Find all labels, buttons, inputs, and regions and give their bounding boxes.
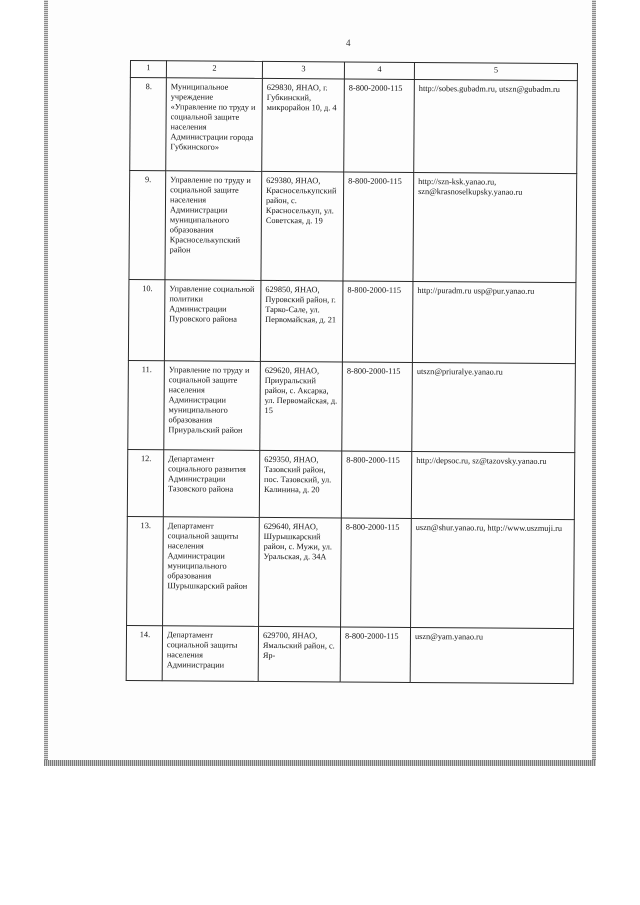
- hotline-phone: 8-800-2000-115: [342, 362, 413, 451]
- table-row: [128, 279, 576, 363]
- row-number: 8.: [130, 78, 167, 171]
- row-number: 10.: [128, 279, 165, 360]
- website-email: uszn@shur.yanao.ru, http://www.uszmuji.ru: [411, 518, 575, 628]
- hotline-phone: 8-800-2000-115: [344, 79, 415, 172]
- website-email: http://puradm.ru usp@pur.yanao.ru: [412, 281, 576, 363]
- row-number: 14.: [126, 625, 162, 680]
- hotline-phone: 8-800-2000-115: [341, 518, 412, 627]
- website-email: http://sobes.gubadm.ru, utszn@gubadm.ru: [414, 79, 578, 173]
- table-row: [126, 625, 573, 683]
- organization-name: Департамент социальной защиты населения Администрации муниципального образования Шурышкарский район: [163, 517, 260, 627]
- column-header: 3: [262, 61, 344, 79]
- row-number: 9.: [129, 171, 166, 280]
- table-row: [127, 449, 574, 519]
- row-number: 11.: [128, 360, 165, 449]
- table-row: [130, 78, 578, 174]
- organization-name: Департамент социальной защиты населения Администрации: [162, 626, 258, 682]
- organization-address: 629640, ЯНАО, Шурышкарский район, с. Мужи, ул. Уральская, д. 34А: [259, 517, 342, 627]
- hotline-phone: 8-800-2000-115: [343, 172, 414, 281]
- organization-address: 629380, ЯНАО, Красноселькупский район, с. Красноселькуп, ул. Советская, д. 19: [261, 171, 344, 281]
- organization-address: 629850, ЯНАО, Пуровский район, г. Тарко-Сале, ул. Первомайская, д. 21: [260, 280, 343, 362]
- organization-name: Управление по труду и социальной защите населения Администрации муниципального образования Приуральский район: [164, 361, 261, 451]
- hotline-phone: 8-800-2000-115: [341, 451, 411, 518]
- website-email: http://depsoc.ru, sz@tazovsky.yanao.ru: [411, 451, 574, 519]
- registry-table: [126, 60, 578, 684]
- table-row: [129, 171, 577, 283]
- column-header: 2: [166, 61, 262, 79]
- website-email: http://szn-ksk.yanao.ru, szn@krasnoselkupsky.yanao.ru: [413, 172, 577, 282]
- organization-name: Управление по труду и социальной защите населения Администрации муниципального образования Красноселькупский район: [165, 171, 262, 281]
- column-header: 1: [130, 61, 166, 78]
- page-number: 4: [346, 38, 351, 48]
- paper-edge-right: [592, 0, 596, 766]
- organization-name: Муниципальное учреждение «Управление по труду и социальной защите населения Администрации города Губкинского»: [166, 78, 263, 172]
- column-header: 4: [344, 62, 414, 79]
- organization-name: Департамент социального развития Администрации Тазовского района: [163, 450, 259, 518]
- website-email: utszn@priuralye.yanao.ru: [412, 362, 576, 452]
- column-header: 5: [414, 62, 577, 80]
- organization-address: 629620, ЯНАО, Приуральский район, с. Аксарка, ул. Первомайская, д. 15: [260, 361, 343, 451]
- paper-edge-bottom: [44, 760, 596, 766]
- hotline-phone: 8-800-2000-115: [342, 281, 413, 362]
- organization-address: 629830, ЯНАО, г. Губкинский, микрорайон 10, д. 4: [262, 78, 345, 172]
- hotline-phone: 8-800-2000-115: [340, 627, 410, 682]
- row-number: 12.: [127, 449, 163, 516]
- organization-name: Управление социальной политики Администрации Пуровского района: [164, 280, 261, 362]
- website-email: uszn@yam.yanao.ru: [410, 627, 573, 683]
- paper-edge-left: [44, 0, 48, 766]
- row-number: 13.: [127, 516, 164, 625]
- table-row: [127, 516, 575, 628]
- organization-address: 629700, ЯНАО, Ямальский район, с. Яр-: [258, 626, 340, 682]
- organization-address: 629350, ЯНАО, Тазовский район, пос. Тазовский, ул. Калинина, д. 20: [259, 450, 341, 518]
- table-row: [128, 360, 576, 452]
